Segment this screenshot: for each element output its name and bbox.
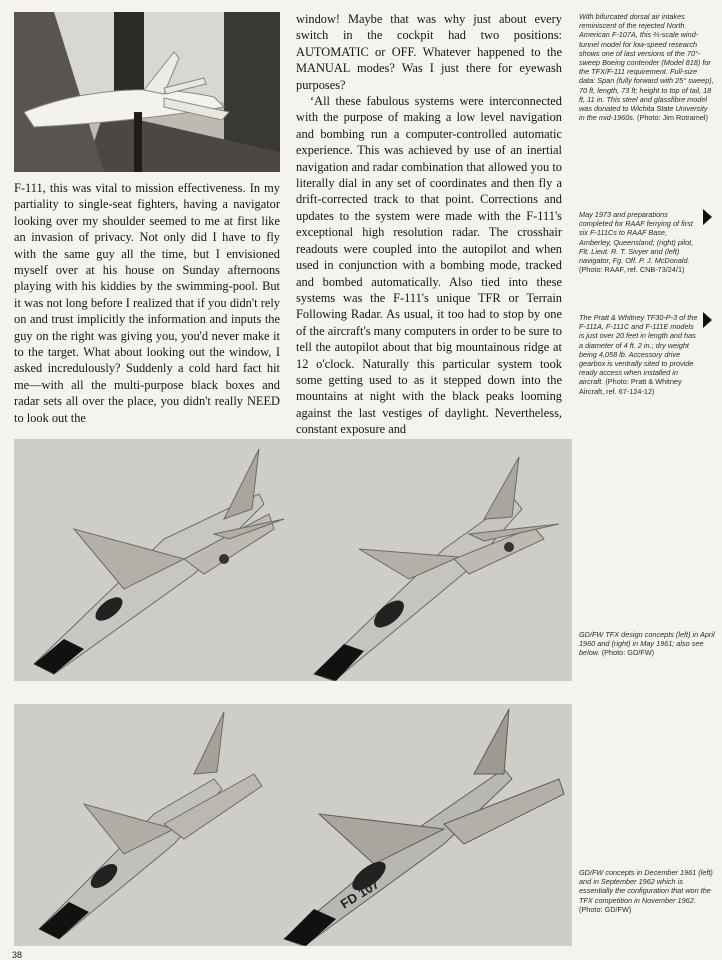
design-concepts-1960-1961-photo [14, 439, 572, 681]
caption-wind-tunnel-model [579, 12, 715, 122]
page-number: 38 [12, 950, 23, 960]
wind-tunnel-model-photo [14, 12, 280, 172]
pointer-arrow-icon [703, 209, 712, 225]
caption-text: GD/FW TFX design concepts (left) in April 1960 and (right) in May 1961; also see below. [579, 630, 715, 658]
caption-text: May 1973 and preparations completed for RAAF ferrying of first six F-111Cs to RAAF Base, Amberley, Queensland; (right) pilot, Flt. Lieut. R. T. Sivyer and (left) navigator, Fg. Off. P. J. McDonald. [579, 210, 694, 266]
caption-credit: (Photo: GD/FW) [601, 648, 655, 658]
body-paragraph: F-111, this was vital to mission effectiveness. In my partiality to single-seat fighters, having a navigator looking over my shoulder seemed to me at first like an invasion of privacy. Not only did I have to fly with the same guy all the time, but I envisioned myself over at his house on Sunday afternoons playing with his kiddies by the swimming-pool. But it was not long before I realized that if you didn't rely on and trust implicitly the information and inputs the guy on the right was giving you, you'd never make it to the target. What about looking out the window, I asked incredulously? Suddenly a cold hard fact hit me—with all the multi-purpose black boxes and radar sets all over the place, you didn't really NEED to look out the [14, 181, 280, 425]
design-concepts-1961-1962-photo [14, 704, 572, 946]
caption-text: GD/FW concepts in December 1961 (left) and in September 1962 which is essentially the configuration that won the TFX competition in November 1962. [579, 868, 713, 905]
aircraft-models-image [14, 439, 572, 681]
caption-design-concepts-1961-1962 [579, 868, 715, 914]
body-column-left [14, 180, 280, 426]
body-paragraph: window! Maybe that was why just about every switch in the cockpit had two positions: AUTOMATIC or OFF. Whatever happened to the MANUAL modes? Was I just there for eyewash purposes? [296, 12, 562, 92]
wind-tunnel-model-image [14, 12, 280, 172]
caption-credit: (Photo: RAAF, ref. CNB-73/24/1) [579, 265, 685, 275]
caption-design-concepts-1960-1961 [579, 630, 715, 658]
caption-text: With bifurcated dorsal air intakes reminiscent of the rejected North American F-107A, this ⅔-scale wind-tunnel model for low-speed research shows one of last versions of the 70°-sweep Boeing contender (Model 818) for the TFX/F-111 requirement. Full-size data: Span (fully forward with 25° sweep), 70 ft, length, 73 ft; height to top of tail, 18 ft, 11 in. This steel and glassfibre model was donated to Wichita State University in the mid-1960s. [579, 12, 714, 123]
body-paragraph: ‘All these fabulous systems were interconnected with the purpose of making a low level navigation and bombing run a computer-controlled automatic experience. This was achieved by use of an inertial navigation and radar combination that allowed you to literally dial in any set of coordinates and then fly a drift-corrected track to that point. Corrections and updates to the system were made with the F-111's exceptional high resolution radar. The crosshair readouts were coupled into the autopilot and when used in conjunction with a bombing mode, tracked and bombed automatically. Also tied into these systems was the F-111's unique TFR or Terrain Following Radar. As usual, it too had to stop by one of the aircraft's many computers in order to be sure to tell the autopilot about that big mountainous ridge at 12 o'clock. Naturally this particular system took some getting used to as it stepped down into the mountains at night with the black peaks looming against the last vestiges of daylight. Nevertheless, constant exposure and [296, 94, 562, 437]
model-marking: FD 107 [337, 876, 382, 912]
caption-credit: (Photo: Pratt & Whitney Aircraft, ref. 67-124-12) [579, 377, 682, 396]
caption-text: The Pratt & Whitney TF30-P-3 of the F-111A, F-111C and F-111E models is just over 20 feet in length and has a diameter of 4 ft. 2 in.; dry weight being 4,058 lb. Accessory drive gearbox is ventrally sited to provide ready access when installed in aircraft. [579, 313, 698, 387]
caption-credit: (Photo: Jim Rotramel) [637, 113, 708, 123]
pointer-arrow-icon [703, 312, 712, 328]
caption-credit: (Photo: GD/FW) [579, 904, 632, 914]
caption-engine [579, 313, 699, 396]
caption-raaf-ferry [579, 210, 699, 274]
body-column-middle [296, 11, 562, 438]
aircraft-models-image [14, 704, 572, 946]
